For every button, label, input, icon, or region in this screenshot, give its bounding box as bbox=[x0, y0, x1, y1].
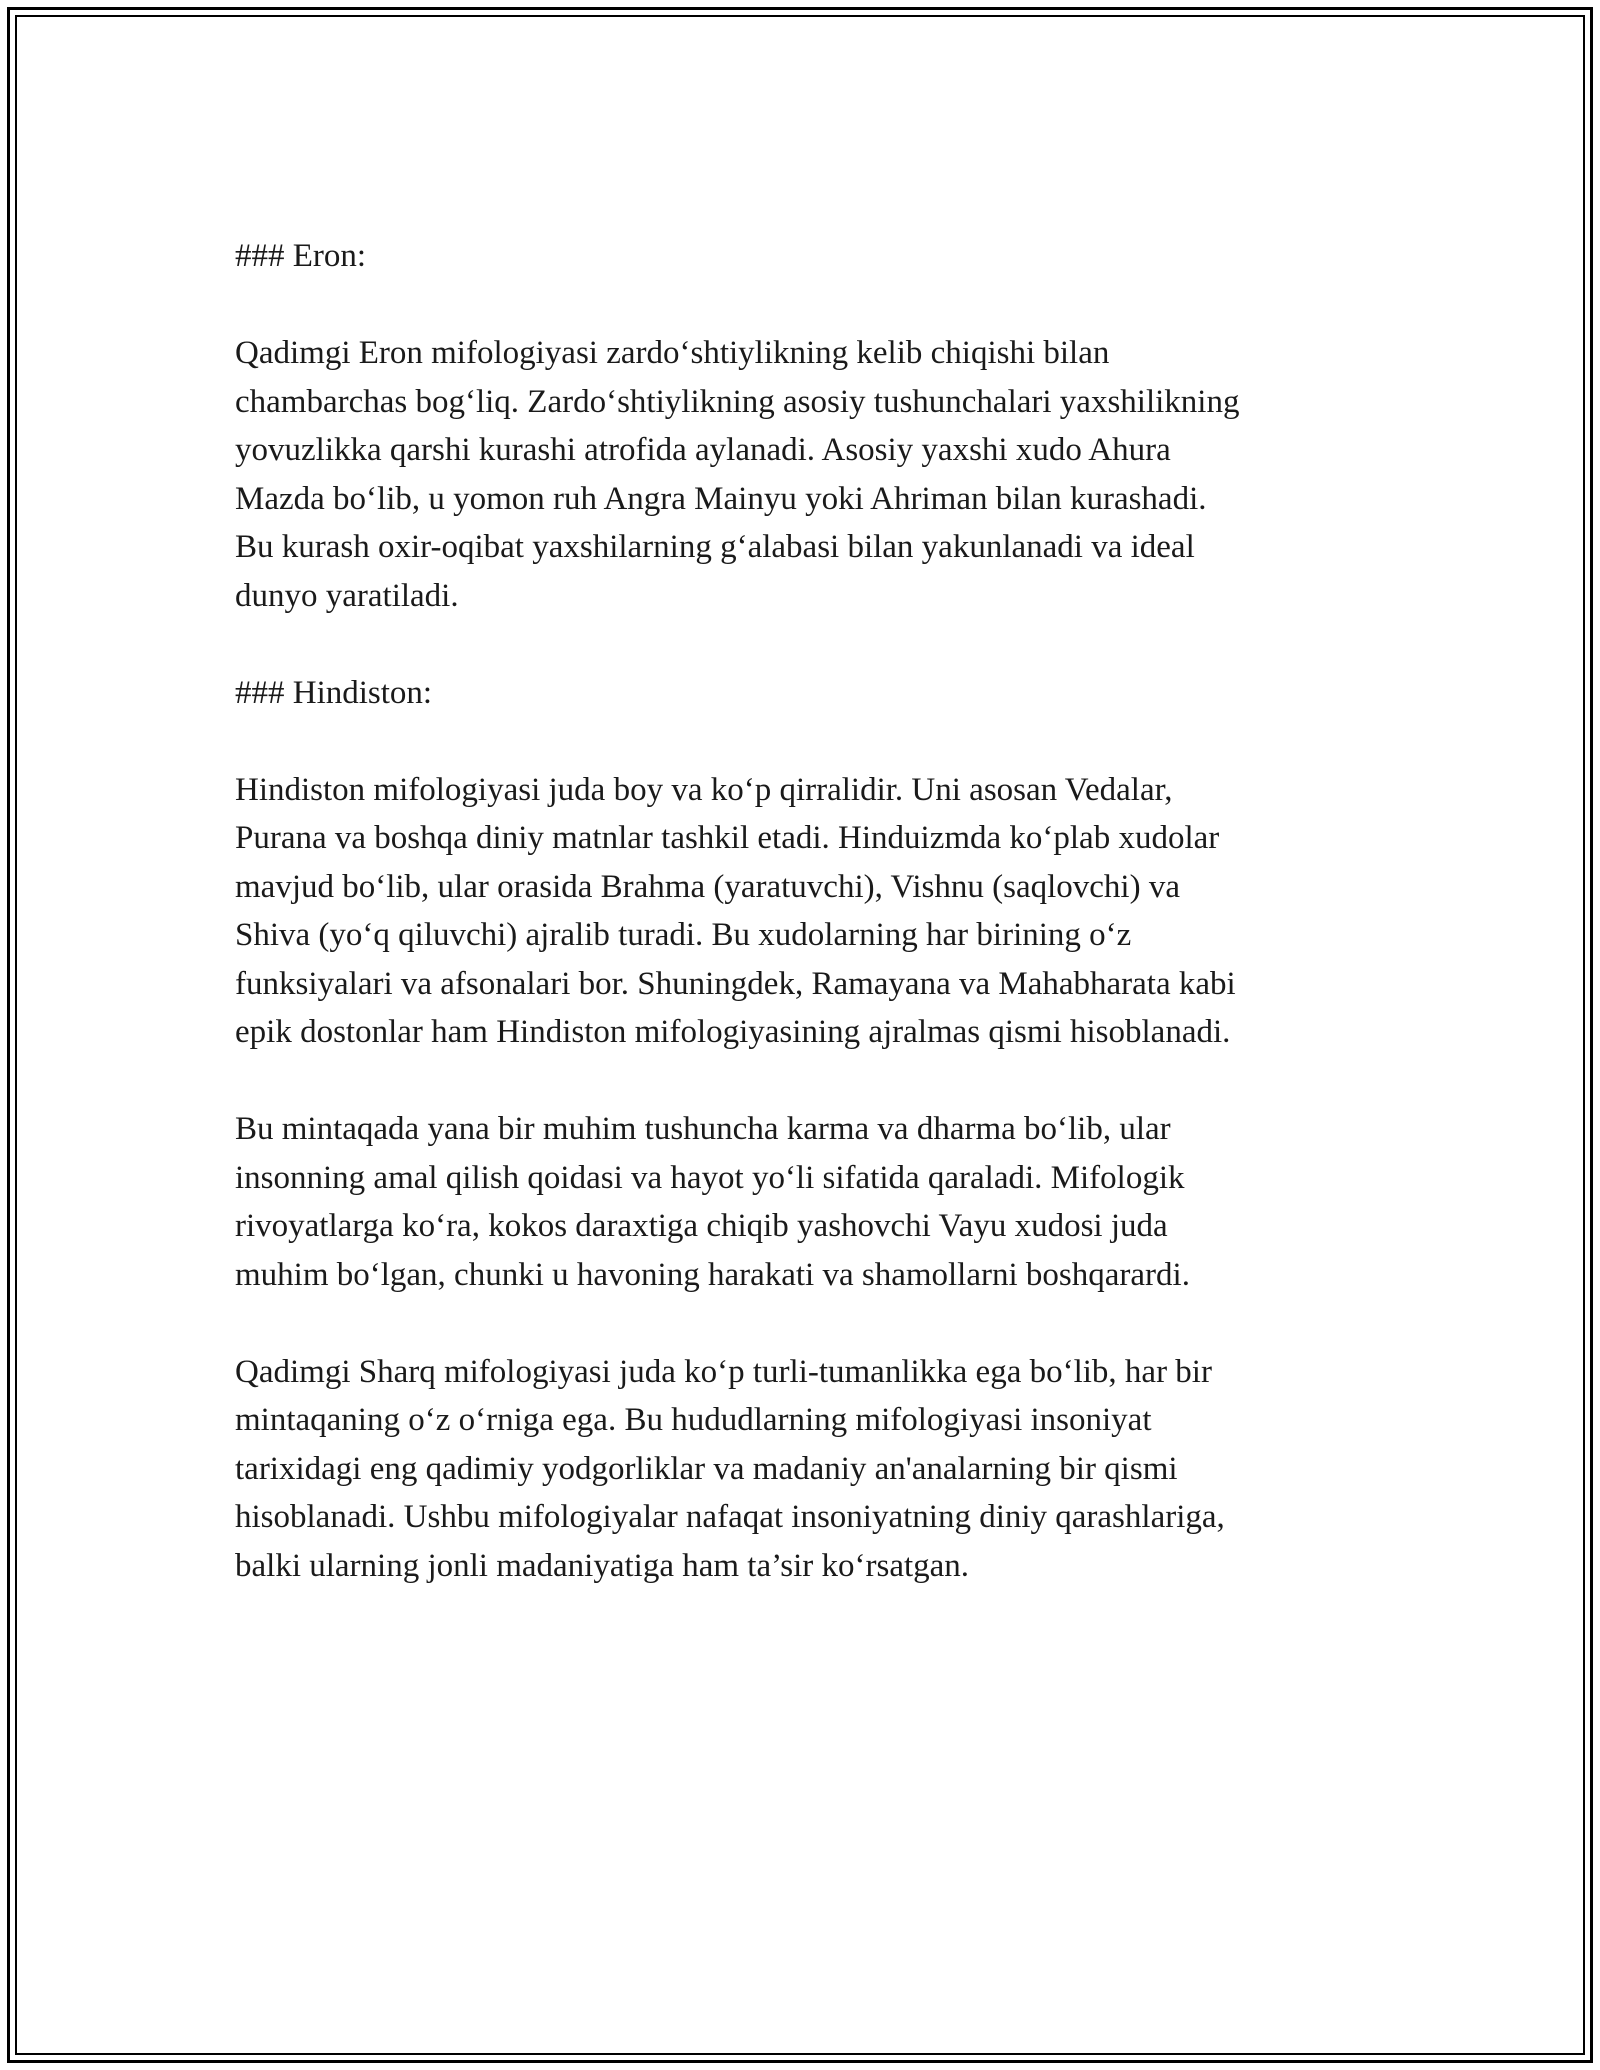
paragraph-hindiston-1: Hindiston mifologiyasi juda boy va ko‘p qirralidir. Uni asosan Vedalar, Purana va boshqa diniy matnlar tashkil etadi. Hinduizmda ko‘plab xudolar mavjud bo‘lib, ular orasida Brahma (yaratuvchi), Vishnu (saqlovchi) va Shiva (yo‘q qiluvchi) ajralib turadi. Bu xudolarning har birining o‘z funksiyalari va afsonalari bor. Shuningdek, Ramayana va Mahabharata kabi epik dostonlar ham Hindiston mifologiyasining ajralmas qismi hisoblanadi. bbox=[235, 771, 1236, 1050]
section-heading-eron: ### Eron: bbox=[235, 238, 367, 274]
paragraph-eron: Qadimgi Eron mifologiyasi zardo‘shtiylikning kelib chiqishi bilan chambarchas bog‘liq. Zardo‘shtiylikning asosiy tushunchalari yaxshilikning yovuzlikka qarshi kurashi atrofida aylanadi. Asosiy yaxshi xudo Ahura Mazda bo‘lib, u yomon ruh Angra Mainyu yoki Ahriman bilan kurashadi. Bu kurash oxir-oqibat yaxshilarning g‘alabasi bilan yakunlanadi va ideal dunyo yaratiladi. bbox=[235, 335, 1240, 614]
paragraph-hindiston-2: Bu mintaqada yana bir muhim tushuncha karma va dharma bo‘lib, ular insonning amal qilish qoidasi va hayot yo‘li sifatida qaraladi. Mifologik rivoyatlarga ko‘ra, kokos daraxtiga chiqib yashovchi Vayu xudosi juda muhim bo‘lgan, chunki u havoning harakati va shamollarni boshqarardi. bbox=[235, 1111, 1190, 1293]
section-heading-hindiston: ### Hindiston: bbox=[235, 674, 433, 711]
paragraph-conclusion: Qadimgi Sharq mifologiyasi juda ko‘p turli-tumanlikka ega bo‘lib, har bir mintaqaning o‘z o‘rniga ega. Bu hududlarning mifologiyasi insoniyat tarixidagi eng qadimiy yodgorliklar va madaniy an'analarning bir qismi hisoblanadi. Ushbu mifologiyalar nafaqat insoniyatning diniy qarashlariga, balki ularning jonli madaniyatiga ham ta’sir ko‘rsatgan. bbox=[235, 1353, 1225, 1584]
document-body bbox=[235, 232, 1375, 1590]
